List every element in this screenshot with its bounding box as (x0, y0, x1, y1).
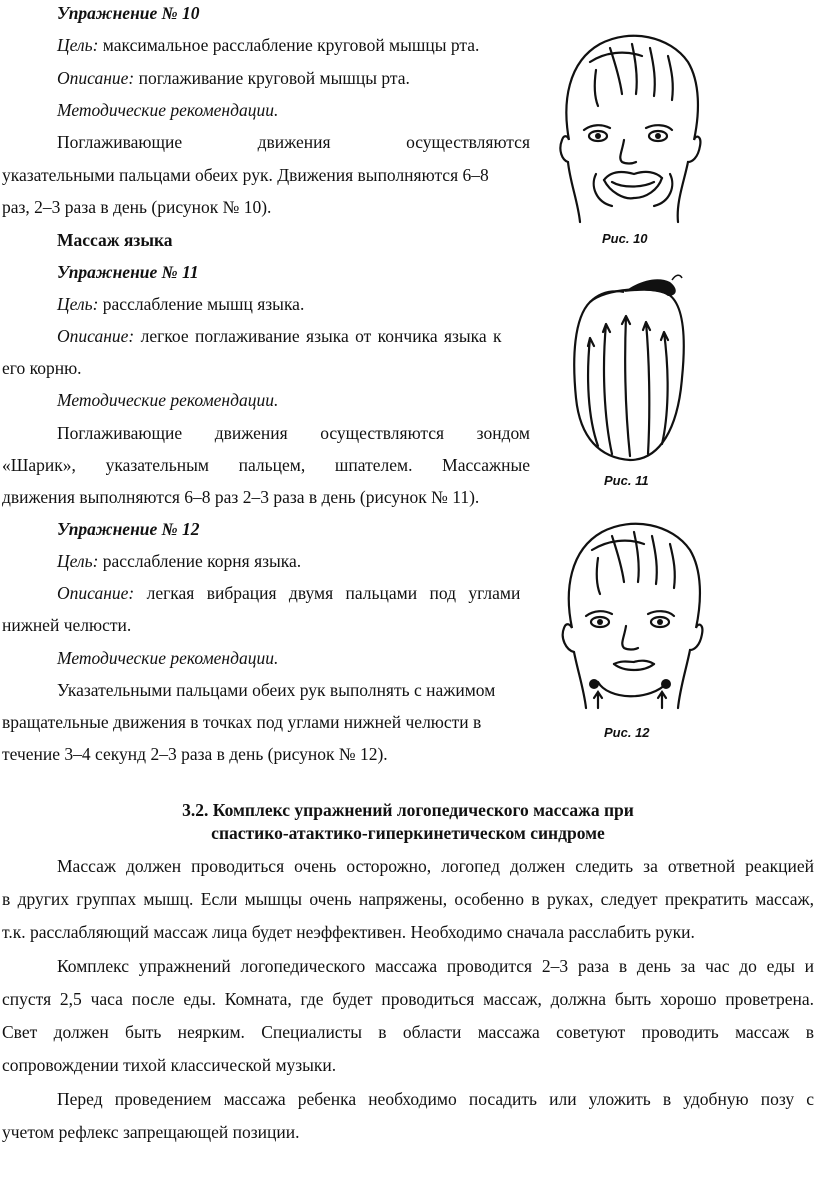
section-heading-line: спастико-атактико-гиперкинетическом синдроме (211, 823, 605, 843)
paragraph-3-line: Перед проведением массажа ребенка необходимо посадить или уложить в удобную позу с (57, 1089, 814, 1109)
tongue-massage-heading: Массаж языка (57, 230, 173, 250)
paragraph-2-line: сопровождении тихой классической музыки. (2, 1055, 337, 1075)
exercise-12-description (57, 582, 530, 604)
figure-12-face-illustration (550, 512, 710, 722)
goal-label: Цель: (57, 551, 99, 571)
goal-text: расслабление мышц языка. (98, 294, 305, 314)
exercise-12-description-cont: нижней челюсти. (2, 615, 132, 635)
paragraph-3-line: учетом рефлекс запрещающей позиции. (2, 1122, 300, 1142)
figure-10-face-illustration (550, 22, 710, 227)
figure-11-tongue-illustration (560, 268, 700, 468)
exercise-12-goal (57, 550, 301, 572)
exercise-10-rec-line: указательными пальцами обеих рук. Движения выполняются 6–8 (2, 165, 489, 185)
goal-label: Цель: (57, 294, 99, 314)
exercise-10-description (57, 67, 410, 89)
goal-label: Цель: (57, 35, 99, 55)
paragraph-1-line: Массаж должен проводиться очень осторожно, логопед должен следить за ответной реакцией (57, 856, 814, 876)
goal-text: максимальное расслабление круговой мышцы рта. (98, 35, 480, 55)
exercise-12-title: Упражнение № 12 (57, 519, 200, 539)
exercise-10-rec-line: раз, 2–3 раза в день (рисунок № 10). (2, 197, 272, 217)
exercise-11-rec-line: движения выполняются 6–8 раз 2–3 раза в день (рисунок № 11). (2, 487, 480, 507)
exercise-11-description-cont: его корню. (2, 358, 82, 378)
paragraph-2-line: Свет должен быть неярким. Специалисты в области массажа советуют проводить массаж в (2, 1022, 814, 1042)
exercise-12-rec-line: течение 3–4 секунд 2–3 раза в день (рисунок № 12). (2, 744, 388, 764)
description-label: Описание: (57, 583, 135, 603)
exercise-10-title: Упражнение № 10 (57, 3, 200, 23)
exercise-10-goal (57, 34, 479, 56)
exercise-11-goal (57, 293, 304, 315)
exercise-11-rec-line: «Шарик», указательным пальцем, шпателем. Массажные (2, 455, 530, 475)
section-heading-line: 3.2. Комплекс упражнений логопедического массажа при (182, 800, 634, 820)
paragraph-1-line: т.к. расслабляющий массаж лица будет неэффективен. Необходимо сначала расслабить руки. (2, 922, 695, 942)
exercise-12-rec-line: вращательные движения в точках под углами нижней челюсти в (2, 712, 482, 732)
exercise-11-method-label: Методические рекомендации. (57, 390, 279, 410)
paragraph-2-line: Комплекс упражнений логопедического массажа проводится 2–3 раза в день за час до еды и (57, 956, 814, 976)
description-text: легкая вибрация двумя пальцами под углами (134, 583, 521, 603)
exercise-12-method-label: Методические рекомендации. (57, 648, 279, 668)
exercise-12-rec-line: Указательными пальцами обеих рук выполнять с нажимом (57, 680, 496, 700)
description-text: легкое поглаживание языка от кончика языка к (134, 326, 502, 346)
figure-10-caption: Рис. 10 (602, 231, 648, 246)
exercise-10-method-label: Методические рекомендации. (57, 100, 279, 120)
description-label: Описание: (57, 68, 135, 88)
figure-12-caption: Рис. 12 (604, 725, 650, 740)
paragraph-2-line: спустя 2,5 часа после еды. Комната, где будет проводиться массаж, должна быть хорошо проветрена. (2, 989, 814, 1009)
figure-11-caption: Рис. 11 (604, 473, 649, 488)
description-label: Описание: (57, 326, 135, 346)
exercise-11-description (57, 325, 530, 347)
exercise-11-title: Упражнение № 11 (57, 262, 199, 282)
description-text: поглаживание круговой мышцы рта. (134, 68, 410, 88)
goal-text: расслабление корня языка. (98, 551, 302, 571)
exercise-10-rec-line: Поглаживающие движения осуществляются (57, 132, 530, 152)
exercise-11-rec-line: Поглаживающие движения осуществляются зондом (57, 423, 530, 443)
paragraph-1-line: в других группах мышц. Если мышцы очень напряжены, особенно в руках, следует прекратить массаж, (2, 889, 814, 909)
